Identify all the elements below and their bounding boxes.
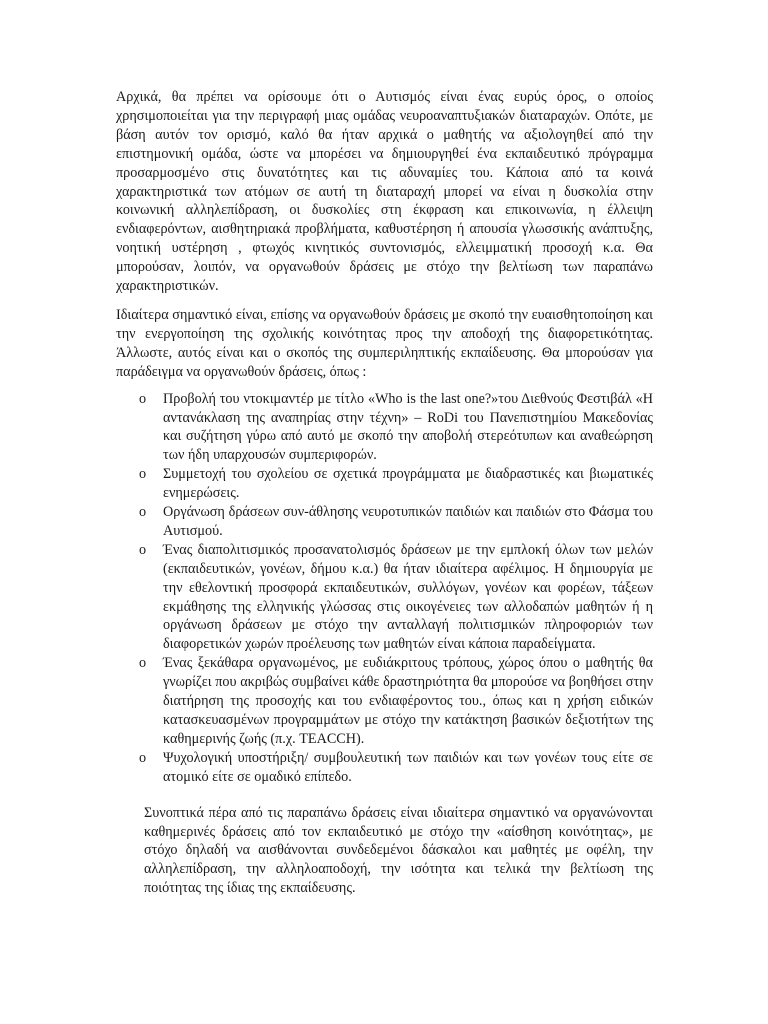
- list-item-text: Ένας διαπολιτισμικός προσανατολισμός δράσεων με την εμπλοκή όλων των μελών (εκπαιδευτικών, γονέων, δήμου κ.α.) θα ήταν ιδιαίτερα αφέλιμος. Η δημιουργία με την εθελοντική προσφορά εκπαιδευτικών, συλλόγων, γονέων και φορέων, τάξεων εκμάθησης της ελληνικής γλώσσας στις οικογένειες των αλλοδαπών μαθητών ή η οργάνωση δράσεων με στόχο την ανταλλαγή πολιτισμικών πληροφοριών των διαφορετικών χωρών προέλευσης των μαθητών είναι κάποια παραδείγματα.: [163, 541, 653, 653]
- list-item: [116, 503, 653, 541]
- bullet-marker: o: [139, 541, 147, 558]
- list-item-text: Προβολή του ντοκιμαντέρ με τίτλο «Who is the last one?»του Διεθνούς Φεστιβάλ «Η αντανάκλαση της αναπηρίας στην τέχνη» – RoDi του Πανεπιστημίου Μακεδονίας και συζήτηση γύρω από αυτό με σκοπό την αποβολή στερεότυπων και αναθεώρηση των ήδη υπαρχουσών συμπεριφορών.: [163, 390, 653, 464]
- list-item: [116, 541, 653, 654]
- closing-paragraph: Συνοπτικά πέρα από τις παραπάνω δράσεις είναι ιδιαίτερα σημαντικό να οργανώνονται καθημερινές δράσεις από τον εκπαιδευτικό με στόχο την «αίσθηση κοινότητας», με στόχο δηλαδή να αισθάνονται συνδεδεμένοι δάσκαλοι και μαθητές με οφέλη, την αλληλεπίδραση, την αλληλοαποδοχή, την ισότητα και τελικά την βελτίωση της ποιότητας της ίδιας της εκπαίδευσης.: [144, 804, 653, 897]
- list-item: [116, 465, 653, 503]
- bullet-marker: o: [139, 749, 147, 766]
- bullet-marker: o: [139, 655, 147, 672]
- list-item: [116, 654, 653, 749]
- bullet-marker: o: [139, 390, 147, 407]
- intro-paragraph: Αρχικά, θα πρέπει να ορίσουμε ότι ο Αυτισμός είναι ένας ευρύς όρος, ο οποίος χρησιμοποιείται για την περιγραφή μιας ομάδας νευροαναπτυξιακών διαταραχών. Οπότε, με βάση αυτόν τον ορισμό, καλό θα ήταν αρχικά ο μαθητής να αξιολογηθεί από την επιστημονική ομάδα, ώστε να μπορέσει να δημιουργηθεί ένα εκπαιδευτικό πρόγραμμα προσαρμοσμένο στις δυνατότητες και τις αδυναμίες του. Κάποια από τα κοινά χαρακτηριστικά των ατόμων σε αυτή τη διαταραχή μπορεί να είναι η δυσκολία στην κοινωνική αλληλεπίδραση, οι δυσκολίες στη έκφραση και επικοινωνία, η έλλειψη ενδιαφερόντων, αισθητηριακά προβλήματα, καθυστέρηση ή απουσία γλωσσικής ανάπτυξης, νοητική υστέρηση , φτωχός κινητικός συντονισμός, ελλειμματική προσοχή κ.α. Θα μπορούσαν, λοιπόν, να οργανωθούν δράσεις με στόχο την βελτίωση των παραπάνω χαρακτηριστικών.: [116, 89, 653, 295]
- list-item-text: Ένας ξεκάθαρα οργανωμένος, με ευδιάκριτους τρόπους, χώρος όπου ο μαθητής θα γνωρίζει που ακριβώς συμβαίνει κάθε δραστηριότητα θα μπορούσε να βοηθήσει στην διατήρηση της προσοχής και του ενδιαφέροντος του., όπως και η χρήση ειδικών κατασκευασμένων προγραμμάτων με στόχο την κατάκτηση βασικών δεξιοτήτων της καθημερινής ζωής (π.χ. TEACCH).: [163, 655, 653, 747]
- inclusion-paragraph: Ιδιαίτερα σημαντικό είναι, επίσης να οργανωθούν δράσεις με σκοπό την ευαισθητοποίηση και την ενεργοποίηση της σχολικής κοινότητας προς την αποδοχή της διαφορετικότητας. Άλλωστε, αυτός είναι και ο σκοπός της συμπεριληπτικής εκπαίδευσης. Θα μπορούσαν για παράδειγμα να οργανωθούν δράσεις, όπως :: [116, 306, 653, 380]
- document-page: [116, 88, 653, 898]
- list-item: [116, 390, 653, 466]
- list-item-text: Ψυχολογική υποστήριξη/ συμβουλευτική των παιδιών και των γονέων τους είτε σε ατομικό είτε σε ομαδικό επίπεδο.: [163, 749, 653, 785]
- list-item-text: Οργάνωση δράσεων συν-άθλησης νευροτυπικών παιδιών και παιδιών στο Φάσμα του Αυτισμού.: [163, 504, 653, 539]
- actions-list: [116, 390, 653, 787]
- bullet-marker: o: [139, 466, 147, 483]
- list-item: [116, 749, 653, 787]
- list-item-text: Συμμετοχή του σχολείου σε σχετικά προγράμματα με διαδραστικές και βιωματικές ενημερώσεις.: [163, 466, 653, 502]
- bullet-marker: o: [139, 504, 147, 521]
